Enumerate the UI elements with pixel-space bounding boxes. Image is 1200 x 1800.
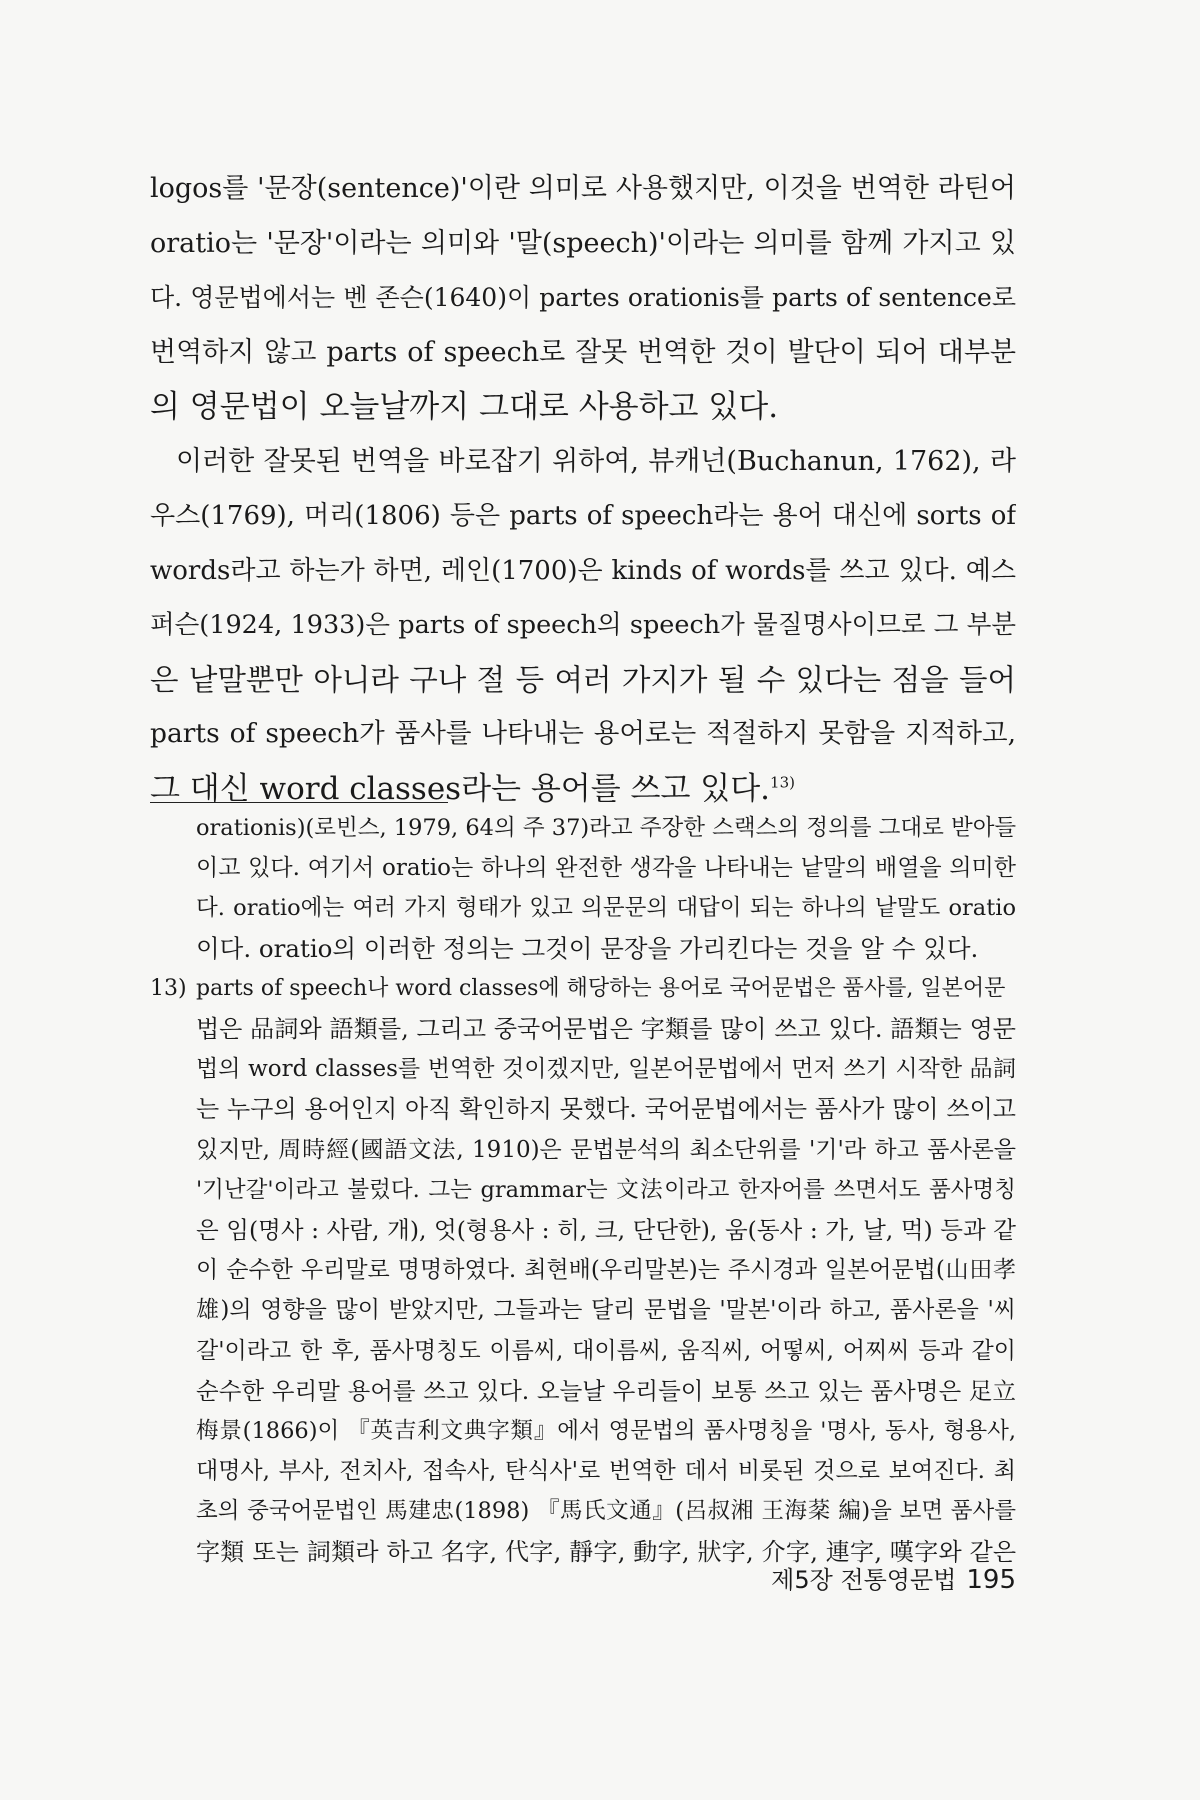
footnote-13 [150, 969, 1016, 1572]
text-line: logos를 '문장(sentence)'이란 의미로 사용했지만, 이것을 번역한 라틴어 [150, 173, 1016, 204]
page-number: 195 [966, 1565, 1016, 1595]
footnote-divider [150, 802, 448, 803]
footnote-line: 법은 品詞와 語類를, 그리고 중국어문법은 字類를 많이 쓰고 있다. 語類는 영문 [196, 1015, 1016, 1044]
footnote-line: 법의 word classes를 번역한 것이겠지만, 일본어문법에서 먼저 쓰기 시작한 品詞 [196, 1056, 1016, 1083]
page-footer [740, 1560, 1016, 1595]
text-line: 이러한 잘못된 번역을 바로잡기 위하여, 뷰캐넌(Buchanun, 1762), 라 [176, 445, 1016, 477]
footnote-line: 梅景(1866)이 『英吉利文典字類』에서 영문법의 품사명칭을 '명사, 동사, 형용사, [196, 1418, 1016, 1445]
paragraph-1 [150, 162, 1016, 435]
footnote-line: 다. oratio에는 여러 가지 형태가 있고 의문문의 대답이 되는 하나의 낱말도 oratio [196, 895, 1016, 922]
footnote-line: 이다. oratio의 이러한 정의는 그것이 문장을 가리킨다는 것을 알 수 있다. [196, 933, 979, 963]
text-line: 우스(1769), 머리(1806) 등은 parts of speech라는 용어 대신에 sorts of [150, 501, 1016, 531]
footnote-line: 은 임(명사 : 사람, 개), 엇(형용사 : 히, 크, 단단한), 움(동사 : 가, 날, 먹) 등과 같 [196, 1216, 1016, 1245]
footnote-line: 순수한 우리말 용어를 쓰고 있다. 오늘날 우리들이 보통 쓰고 있는 품사명은 足立 [196, 1376, 1016, 1405]
footnote-line-text: parts of speech나 word classes에 해당하는 용어로 국어문법은 품사를, 일본어문 [196, 975, 1006, 1001]
text-line: oratio는 '문장'이라는 의미와 '말(speech)'이라는 의미를 함께 가지고 있 [150, 227, 1016, 259]
text-line: parts of speech가 품사를 나타내는 용어로는 적절하지 못함을 지적하고, [150, 718, 1016, 749]
footnote-line: 이고 있다. 여기서 oratio는 하나의 완전한 생각을 나타내는 낱말의 배열을 의미한 [196, 855, 1016, 882]
footnote-line [150, 969, 1016, 1009]
text-line: words라고 하는가 하면, 레인(1700)은 kinds of words를 쓰고 있다. 예스 [150, 555, 1016, 586]
footnote-continuation [150, 808, 1016, 969]
main-body-text [150, 162, 1016, 816]
footnote-number: 13) [150, 975, 187, 1001]
footnote-line: 대명사, 부사, 전치사, 접속사, 탄식사'로 번역한 데서 비롯된 것으로 보여진다. 최 [196, 1458, 1016, 1485]
footnote-line: 字類 또는 詞類라 하고 名字, 代字, 靜字, 動字, 狀字, 介字, 連字, 嘆字와 같은 [196, 1537, 1016, 1566]
footnote-line: orationis)(로빈스, 1979, 64의 주 37)라고 주장한 스랙스의 정의를 그대로 받아들 [196, 815, 1016, 841]
paragraph-2 [150, 435, 1016, 817]
footnote-line: '기난갈'이라고 불렀다. 그는 grammar는 文法이라고 한자어를 쓰면서도 품사명칭 [196, 1176, 1016, 1203]
footnote-line: 갈'이라고 한 후, 품사명칭도 이름씨, 대이름씨, 움직씨, 어떻씨, 어찌씨 등과 같이 [196, 1337, 1016, 1364]
text-line: 그 대신 word classes라는 용어를 쓰고 있다. [150, 770, 771, 807]
footnote-line: 는 누구의 용어인지 아직 확인하지 못했다. 국어문법에서는 품사가 많이 쓰이고 [196, 1095, 1016, 1124]
footnote-reference: 13) [770, 773, 795, 792]
text-line: 의 영문법이 오늘날까지 그대로 사용하고 있다. [150, 389, 779, 425]
footnote-line: 있지만, 周時經(國語文法, 1910)은 문법분석의 최소단위를 '기'라 하고 품사론을 [196, 1136, 1016, 1163]
running-chapter-title: 제5장 전통영문법 [771, 1566, 957, 1594]
text-line: 퍼슨(1924, 1933)은 parts of speech의 speech가 물질명사이므로 그 부분 [150, 610, 1016, 640]
footnotes [150, 808, 1016, 1572]
text-line: 다. 영문법에서는 벤 존슨(1640)이 partes orationis를 parts of sentence로 [150, 283, 1016, 312]
footnote-line: 이 순수한 우리말로 명명하였다. 최현배(우리말본)는 주시경과 일본어문법(山田孝 [196, 1257, 1016, 1284]
footnote-line: 초의 중국어문법인 馬建忠(1898) 『馬氏文通』(呂叔湘 王海棻 編)을 보면 품사를 [196, 1498, 1016, 1525]
text-line: 번역하지 않고 parts of speech로 잘못 번역한 것이 발단이 되어 대부분 [150, 336, 1016, 368]
footnote-line: 雄)의 영향을 많이 받았지만, 그들과는 달리 문법을 '말본'이라 하고, 품사론을 '씨 [196, 1297, 1016, 1324]
text-line: 은 낱말뿐만 아니라 구나 절 등 여러 가지가 될 수 있다는 점을 들어 [150, 662, 1016, 697]
